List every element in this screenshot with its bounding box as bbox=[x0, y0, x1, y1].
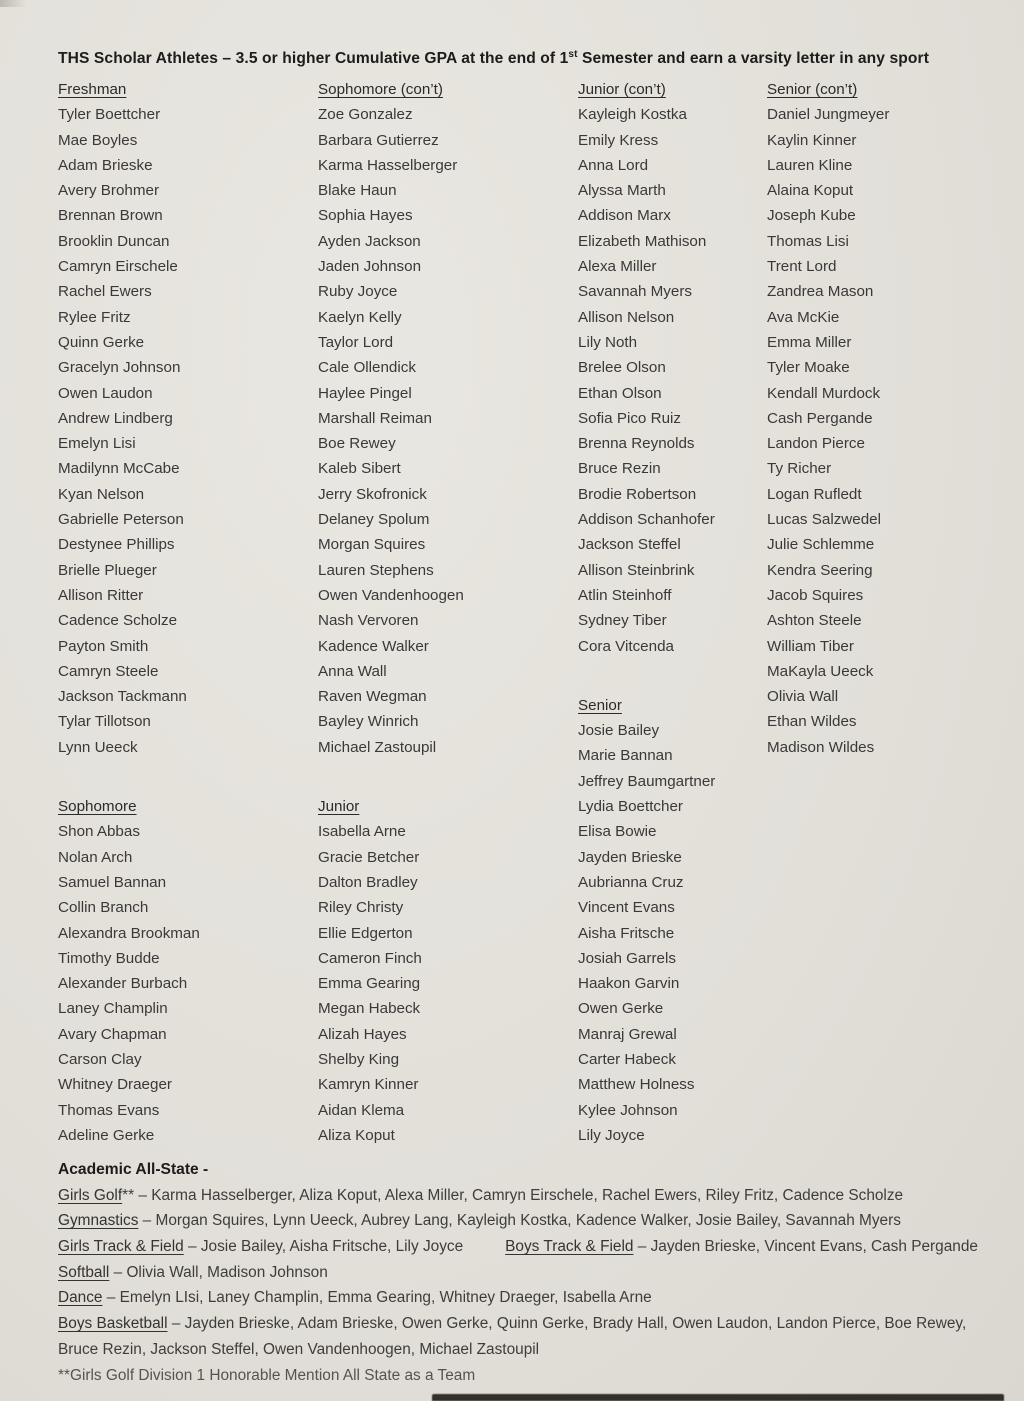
section-header: Sophomore (con’t) bbox=[318, 81, 443, 98]
roster-name: Barbara Gutierrez bbox=[318, 131, 439, 149]
roster-name: Atlin Steinhoff bbox=[578, 586, 672, 604]
roster-name: Kendra Seering bbox=[767, 561, 873, 579]
all-state-segment bbox=[58, 1212, 901, 1229]
roster-name: Alexander Burbach bbox=[58, 975, 188, 993]
roster-name: Brooklin Duncan bbox=[58, 232, 170, 250]
roster-name: Kaleb Sibert bbox=[318, 460, 401, 478]
roster-name: Kyan Nelson bbox=[58, 485, 145, 503]
roster-name: Lauren Kline bbox=[767, 156, 853, 174]
sport-names: – Olivia Wall, Madison Johnson bbox=[109, 1263, 328, 1281]
roster-name: Kaylin Kinner bbox=[767, 131, 857, 149]
roster-name: Olivia Wall bbox=[767, 688, 839, 706]
roster-name: Ayden Jackson bbox=[318, 232, 421, 250]
roster-name: Sydney Tiber bbox=[578, 612, 667, 630]
roster-name: Jackson Tackmann bbox=[58, 688, 187, 706]
roster-name: MaKayla Ueeck bbox=[767, 662, 874, 680]
roster-section bbox=[767, 77, 1017, 760]
roster-name: Adam Brieske bbox=[58, 156, 153, 174]
roster-name: Jackson Steffel bbox=[578, 536, 681, 554]
roster-name: Cora Vitcenda bbox=[578, 637, 674, 655]
title-superscript: st bbox=[568, 49, 578, 60]
roster-name: Manraj Grewal bbox=[578, 1025, 677, 1043]
roster-section bbox=[318, 794, 568, 1148]
roster-name: Emily Kress bbox=[578, 131, 659, 149]
roster-name: Kadence Walker bbox=[318, 637, 429, 655]
roster-name: Raven Wegman bbox=[318, 688, 427, 706]
roster-name: Sofia Pico Ruiz bbox=[578, 409, 681, 427]
sport-label: Gymnastics bbox=[58, 1212, 139, 1230]
roster-name: Cadence Scholze bbox=[58, 612, 178, 630]
roster-name: Daniel Jungmeyer bbox=[767, 106, 890, 124]
roster-name: Blake Haun bbox=[318, 182, 397, 200]
roster-name: Addison Marx bbox=[578, 207, 671, 225]
roster-name: Ty Richer bbox=[767, 460, 832, 478]
roster-name: Aubrianna Cruz bbox=[578, 873, 684, 891]
roster-name: Jayden Brieske bbox=[578, 848, 682, 866]
sport-names: – Emelyn LIsi, Laney Champlin, Emma Gearing, Whitney Draeger, Isabella Arne bbox=[102, 1289, 652, 1307]
title-prefix: THS Scholar Athletes – 3.5 or higher Cumulative GPA at the end of 1 bbox=[58, 50, 569, 68]
section-header: Junior bbox=[318, 798, 360, 816]
roster-name: Alizah Hayes bbox=[318, 1025, 407, 1043]
all-state-line bbox=[58, 1208, 1008, 1234]
all-state-segment bbox=[58, 1187, 903, 1204]
roster-name: Payton Smith bbox=[58, 637, 149, 655]
roster-name: Addison Schanhofer bbox=[578, 511, 715, 529]
scan-edge-strip bbox=[432, 1394, 1004, 1401]
roster-name: Morgan Squires bbox=[318, 536, 426, 554]
roster-name: Josiah Garrels bbox=[578, 949, 676, 967]
section-header: Senior bbox=[578, 696, 622, 714]
roster-columns bbox=[58, 77, 1008, 1155]
roster-name: Delaney Spolum bbox=[318, 511, 430, 529]
roster-name: Ethan Wildes bbox=[767, 713, 857, 731]
roster-name: Owen Vandenhoogen bbox=[318, 586, 464, 604]
sport-names: – Morgan Squires, Lynn Ueeck, Aubrey Lang, Kayleigh Kostka, Kadence Walker, Josie Bailey, Savannah Myers bbox=[138, 1212, 901, 1230]
roster-name: Mae Boyles bbox=[58, 131, 138, 149]
roster-name: Emma Gearing bbox=[318, 975, 421, 993]
roster-name: Quinn Gerke bbox=[58, 333, 145, 351]
roster-name: Kylee Johnson bbox=[578, 1101, 678, 1119]
sport-names: – Jayden Brieske, Adam Brieske, Owen Gerke, Quinn Gerke, Brady Hall, Owen Laudon, Landon Pierce, Boe Rewey, bbox=[167, 1315, 967, 1333]
all-state-segment bbox=[58, 1289, 652, 1306]
roster-name: Savannah Myers bbox=[578, 283, 692, 301]
all-state-line bbox=[58, 1311, 1008, 1337]
roster-name: Josie Bailey bbox=[578, 722, 660, 740]
roster-name: Tyler Moake bbox=[767, 359, 850, 377]
sport-label: Softball bbox=[58, 1263, 110, 1281]
roster-name: Cale Ollendick bbox=[318, 359, 416, 377]
roster-name: Lynn Ueeck bbox=[58, 738, 138, 756]
all-state-segment bbox=[58, 1341, 539, 1358]
scan-edge-corner bbox=[0, 0, 26, 7]
roster-name: Ellie Edgerton bbox=[318, 924, 413, 942]
roster-name: Thomas Lisi bbox=[767, 232, 849, 250]
roster-name: Matthew Holness bbox=[578, 1076, 695, 1094]
roster-name: Gracie Betcher bbox=[318, 848, 420, 866]
sport-label: Girls Track & Field bbox=[58, 1238, 184, 1255]
roster-name: Brennan Brown bbox=[58, 207, 163, 225]
roster-name: Kamryn Kinner bbox=[318, 1076, 419, 1094]
roster-name: Brenna Reynolds bbox=[578, 435, 695, 453]
roster-section bbox=[318, 77, 568, 760]
section-header: Sophomore bbox=[58, 798, 137, 816]
roster-column bbox=[767, 77, 1017, 794]
all-state-line bbox=[58, 1337, 1008, 1363]
roster-name: Megan Habeck bbox=[318, 1000, 421, 1018]
section-header: Junior (con’t) bbox=[578, 81, 666, 98]
academic-all-state-section bbox=[58, 1157, 1008, 1388]
roster-name: Samuel Bannan bbox=[58, 873, 167, 891]
roster-name: Cash Pergande bbox=[767, 409, 873, 427]
roster-name: Ethan Olson bbox=[578, 384, 662, 402]
title-suffix: Semester and earn a varsity letter in any sport bbox=[577, 50, 929, 68]
roster-name: Brelee Olson bbox=[578, 359, 666, 377]
roster-name: Jaden Johnson bbox=[318, 258, 422, 276]
all-state-segment bbox=[58, 1238, 463, 1255]
roster-name: Camryn Eirschele bbox=[58, 258, 178, 276]
roster-name: Riley Christy bbox=[318, 899, 404, 917]
roster-name: Allison Ritter bbox=[58, 586, 144, 604]
roster-name: Landon Pierce bbox=[767, 435, 865, 453]
roster-name: Aidan Klema bbox=[318, 1101, 405, 1119]
sport-label: Boys Track & Field bbox=[505, 1238, 634, 1255]
roster-name: Avary Chapman bbox=[58, 1025, 167, 1043]
all-state-segment bbox=[58, 1264, 328, 1281]
roster-name: Dalton Bradley bbox=[318, 873, 418, 891]
roster-name: Elisa Bowie bbox=[578, 823, 657, 841]
roster-name: Tylar Tillotson bbox=[58, 713, 151, 731]
roster-name: Kendall Murdock bbox=[767, 384, 881, 402]
roster-name: Nolan Arch bbox=[58, 848, 133, 866]
roster-column bbox=[58, 77, 308, 1182]
roster-name: Julie Schlemme bbox=[767, 536, 875, 554]
roster-name: Elizabeth Mathison bbox=[578, 232, 707, 250]
roster-name: Nash Vervoren bbox=[318, 612, 419, 630]
roster-name: Owen Gerke bbox=[578, 1000, 664, 1018]
roster-name: Aliza Koput bbox=[318, 1126, 395, 1144]
roster-name: Cameron Finch bbox=[318, 949, 422, 967]
sport-label: Boys Basketball bbox=[58, 1315, 168, 1333]
all-state-heading: Academic All-State - bbox=[58, 1161, 209, 1178]
all-state-line bbox=[58, 1285, 1008, 1311]
roster-name: Lily Joyce bbox=[578, 1126, 645, 1144]
roster-name: Ashton Steele bbox=[767, 612, 862, 630]
roster-name: Marie Bannan bbox=[578, 747, 673, 765]
roster-name: Carter Habeck bbox=[578, 1050, 676, 1068]
roster-name: Alexandra Brookman bbox=[58, 924, 200, 942]
roster-name: Isabella Arne bbox=[318, 823, 406, 841]
roster-name: Collin Branch bbox=[58, 899, 149, 917]
roster-name: Jacob Squires bbox=[767, 586, 864, 604]
roster-section bbox=[58, 794, 308, 1148]
sport-names: – Josie Bailey, Aisha Fritsche, Lily Joyce bbox=[183, 1238, 464, 1255]
roster-name: Lauren Stephens bbox=[318, 561, 434, 579]
roster-name: Logan Rufledt bbox=[767, 485, 862, 503]
all-state-line bbox=[58, 1183, 1008, 1209]
roster-name: Tyler Boettcher bbox=[58, 106, 161, 124]
all-state-line bbox=[58, 1260, 1008, 1286]
roster-name: Carson Clay bbox=[58, 1050, 142, 1068]
roster-name: Ava McKie bbox=[767, 308, 840, 326]
roster-name: Joseph Kube bbox=[767, 207, 856, 225]
sport-label: Dance bbox=[58, 1289, 103, 1307]
roster-name: Boe Rewey bbox=[318, 435, 396, 453]
sport-names: Bruce Rezin, Jackson Steffel, Owen Vandenhoogen, Michael Zastoupil bbox=[58, 1340, 540, 1358]
sport-label: Girls Golf bbox=[58, 1186, 123, 1204]
roster-name: Sophia Hayes bbox=[318, 207, 413, 225]
roster-name: Whitney Draeger bbox=[58, 1076, 172, 1094]
roster-name: Gracelyn Johnson bbox=[58, 359, 181, 377]
roster-name: Emma Miller bbox=[767, 333, 852, 351]
roster-name: Lucas Salzwedel bbox=[767, 511, 881, 529]
roster-name: Alexa Miller bbox=[578, 258, 657, 276]
roster-name: Ruby Joyce bbox=[318, 283, 398, 301]
roster-name: Destynee Phillips bbox=[58, 536, 175, 554]
roster-name: Brielle Plueger bbox=[58, 561, 157, 579]
roster-name: Lydia Boettcher bbox=[578, 798, 683, 816]
sport-names: – Jayden Brieske, Vincent Evans, Cash Pergande bbox=[633, 1238, 978, 1255]
roster-name: Jeffrey Baumgartner bbox=[578, 772, 716, 790]
roster-name: Rachel Ewers bbox=[58, 283, 152, 301]
roster-name: Bayley Winrich bbox=[318, 713, 419, 731]
roster-name: Shelby King bbox=[318, 1050, 400, 1068]
roster-name: Anna Lord bbox=[578, 156, 649, 174]
roster-name: Owen Laudon bbox=[58, 384, 153, 402]
roster-name: Trent Lord bbox=[767, 258, 837, 276]
roster-name: Camryn Steele bbox=[58, 662, 159, 680]
roster-column bbox=[318, 77, 568, 1182]
roster-name: Kayleigh Kostka bbox=[578, 106, 687, 124]
roster-name: Gabrielle Peterson bbox=[58, 511, 184, 529]
roster-name: Avery Brohmer bbox=[58, 182, 160, 200]
roster-name: Emelyn Lisi bbox=[58, 435, 136, 453]
roster-name: Shon Abbas bbox=[58, 823, 140, 841]
all-state-line bbox=[58, 1234, 1008, 1260]
section-header: Freshman bbox=[58, 81, 127, 98]
roster-name: Madison Wildes bbox=[767, 738, 875, 756]
roster-name: Madilynn McCabe bbox=[58, 460, 180, 478]
roster-name: Vincent Evans bbox=[578, 899, 675, 917]
roster-name: Michael Zastoupil bbox=[318, 738, 437, 756]
all-state-footnote: **Girls Golf Division 1 Honorable Mention All State as a Team bbox=[58, 1366, 476, 1384]
roster-name: Alaina Koput bbox=[767, 182, 854, 200]
roster-name: Alyssa Marth bbox=[578, 182, 666, 200]
roster-name: Karma Hasselberger bbox=[318, 156, 458, 174]
roster-name: Marshall Reiman bbox=[318, 409, 432, 427]
roster-name: Taylor Lord bbox=[318, 333, 394, 351]
section-header: Senior (con’t) bbox=[767, 81, 858, 98]
roster-name: Timothy Budde bbox=[58, 949, 160, 967]
roster-section bbox=[58, 77, 308, 760]
roster-name: Andrew Lindberg bbox=[58, 409, 173, 427]
all-state-segment bbox=[58, 1315, 966, 1332]
roster-name: Anna Wall bbox=[318, 662, 387, 680]
roster-name: Haylee Pingel bbox=[318, 384, 412, 402]
roster-name: Lily Noth bbox=[578, 333, 638, 351]
page-title bbox=[58, 49, 988, 68]
roster-name: Haakon Garvin bbox=[578, 975, 680, 993]
all-state-lines bbox=[58, 1183, 1008, 1363]
roster-name: Laney Champlin bbox=[58, 1000, 168, 1018]
roster-name: Adeline Gerke bbox=[58, 1126, 155, 1144]
all-state-segment bbox=[505, 1238, 978, 1255]
roster-name: Thomas Evans bbox=[58, 1101, 160, 1119]
roster-name: Zandrea Mason bbox=[767, 283, 874, 301]
roster-name: Brodie Robertson bbox=[578, 485, 697, 503]
roster-name: William Tiber bbox=[767, 637, 854, 655]
roster-name: Bruce Rezin bbox=[578, 460, 661, 478]
roster-name: Zoe Gonzalez bbox=[318, 106, 413, 124]
sport-names: ** – Karma Hasselberger, Aliza Koput, Alexa Miller, Camryn Eirschele, Rachel Ewers, Riley Fritz, Cadence Scholze bbox=[122, 1186, 904, 1204]
roster-name: Rylee Fritz bbox=[58, 308, 131, 326]
roster-name: Aisha Fritsche bbox=[578, 924, 675, 942]
roster-name: Allison Nelson bbox=[578, 308, 675, 326]
roster-name: Jerry Skofronick bbox=[318, 485, 427, 503]
roster-name: Kaelyn Kelly bbox=[318, 308, 402, 326]
roster-name: Allison Steinbrink bbox=[578, 561, 695, 579]
